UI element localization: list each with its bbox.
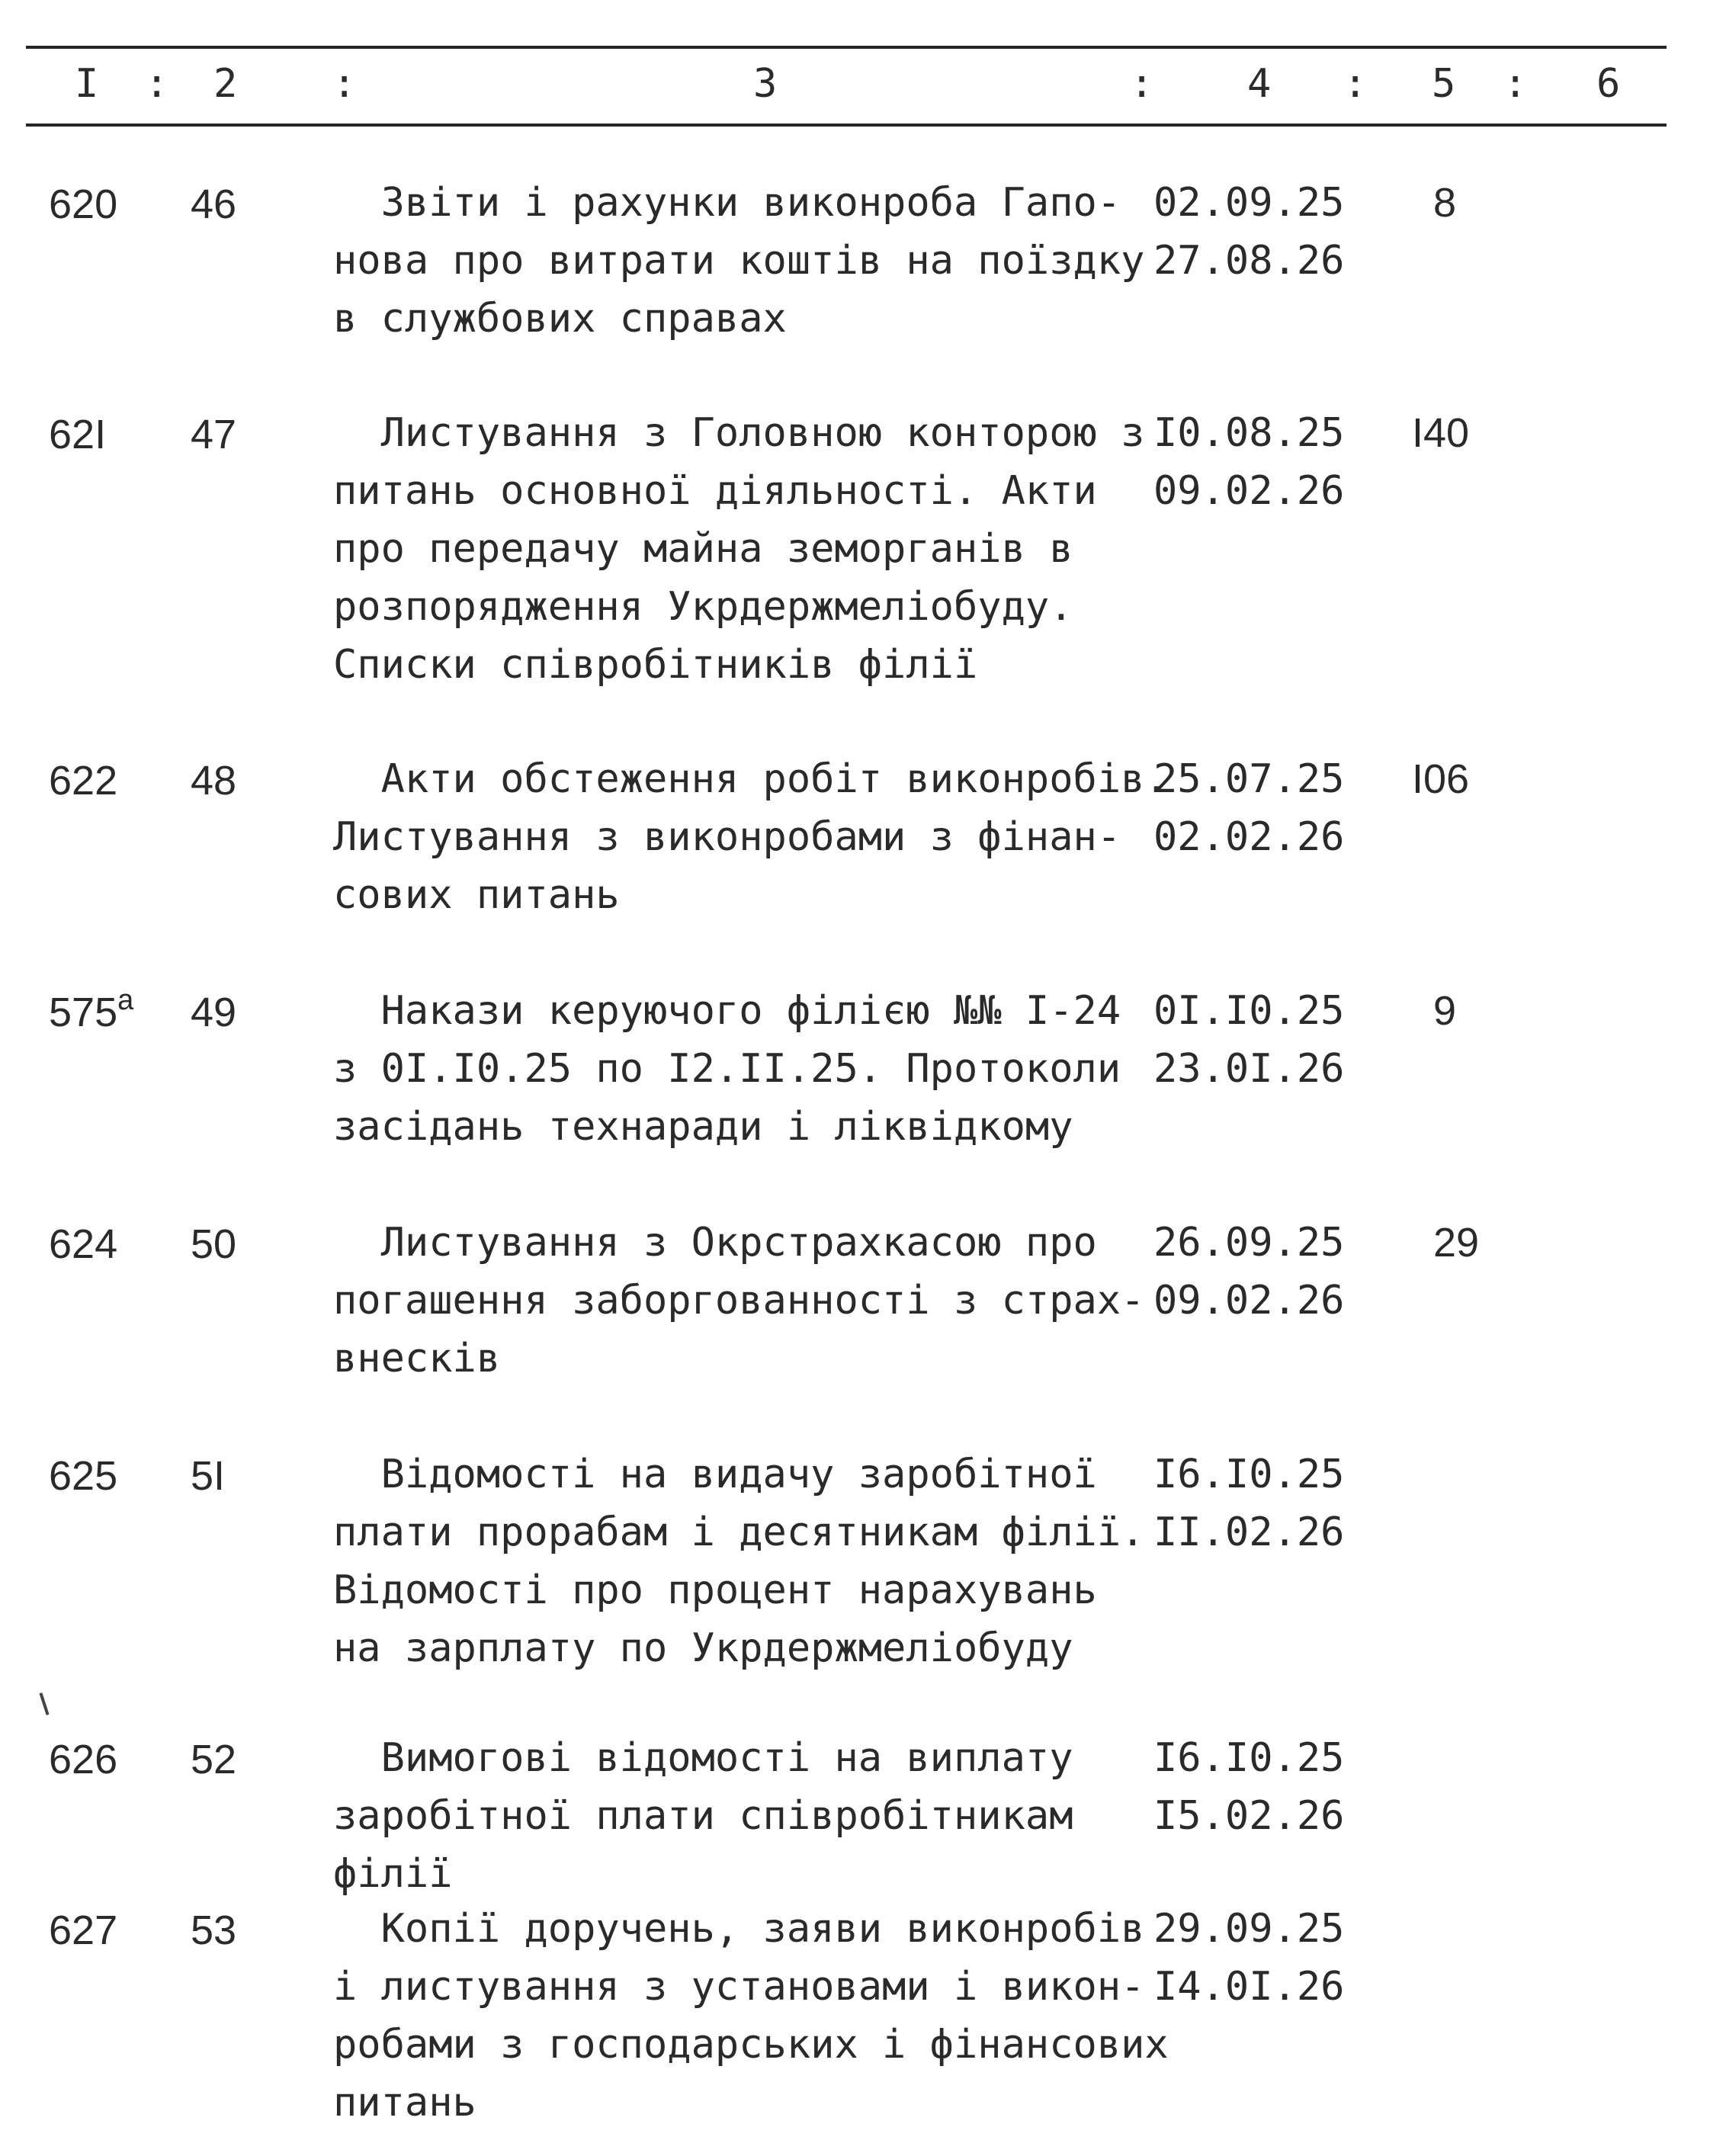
file-number: 5I [191,1453,226,1499]
file-number: 46 [191,181,237,227]
date-start: 26.09.25 [1153,1220,1345,1266]
date-start: I0.08.25 [1153,410,1345,456]
description-line: Акти обстеження робіт виконробів. [333,756,1169,802]
header-separator: : [1130,61,1154,107]
description-line: Списки співробітників філії [333,642,978,688]
header-separator: : [1343,61,1368,107]
date-end: II.02.26 [1153,1510,1345,1555]
description-line: Листування з Окрстрахкасою про [333,1220,1097,1266]
date-end: I4.0I.26 [1153,1964,1345,2010]
description-line: внесків [333,1336,501,1381]
file-number: 53 [191,1907,237,1953]
sheet-count: I06 [1412,756,1470,802]
file-number: 48 [191,758,237,804]
date-end: I5.02.26 [1153,1793,1345,1839]
date-end: 09.02.26 [1153,468,1345,514]
header-col-6: 6 [1596,61,1621,107]
row-number-superscript: a [117,984,134,1016]
date-end: 02.02.26 [1153,814,1345,860]
description-line: в службових справах [333,296,787,342]
description-line: плати прорабам і десятникам філії. [333,1510,1145,1555]
description-line: розпорядження Укрдержмеліобуду. [333,584,1073,630]
row-number: 62I [49,412,107,457]
date-end: 27.08.26 [1153,238,1345,284]
header-separator: : [145,61,169,107]
row-number: 626 [49,1737,118,1782]
header-col-2: 2 [213,61,238,107]
header-col-4: 4 [1247,61,1272,107]
row-number: 622 [49,758,118,804]
description-line: Звіти і рахунки виконроба Гапо- [333,180,1121,226]
header-top-rule [26,46,1667,49]
header-col-5: 5 [1432,61,1456,107]
date-end: 23.0I.26 [1153,1046,1345,1092]
description-line: Відомості про процент нарахувань [333,1567,1097,1613]
row-number: 620 [49,181,118,227]
description-line: погашення заборгованності з страх- [333,1278,1145,1323]
file-number: 49 [191,990,237,1035]
description-line: Вимогові відомості на виплату [333,1735,1073,1781]
description-line: засідань технаради і ліквідкому [333,1104,1073,1150]
date-start: 25.07.25 [1153,756,1345,802]
file-number: 52 [191,1737,237,1782]
date-start: 02.09.25 [1153,180,1345,226]
header-separator: : [1503,61,1528,107]
header-col-1: I [75,61,99,107]
date-start: 0I.I0.25 [1153,988,1345,1034]
description-line: питань [333,2080,476,2126]
description-line: на зарплату по Укрдержмеліобуду [333,1625,1073,1671]
description-line: заробітної плати співробітникам [333,1793,1073,1839]
row-number: 627 [49,1907,118,1953]
description-line: питань основної діяльності. Акти [333,468,1097,514]
row-number: 625 [49,1453,118,1499]
row-number: 624 [49,1221,118,1267]
row-number-main: 575 [49,990,118,1035]
description-line: філії [333,1851,453,1897]
sheet-count: 29 [1433,1220,1480,1266]
description-line: Листування з виконробами з фінан- [333,814,1121,860]
description-line: про передачу майна земорганів в [333,526,1073,572]
description-line: нова про витрати коштів на поїздку [333,238,1145,284]
description-line: і листування з установами і викон- [333,1964,1145,2010]
row-number [49,983,133,1041]
sheet-count: I40 [1412,410,1470,456]
pencil-mark [39,1692,49,1715]
description-line: з 0I.I0.25 по I2.II.25. Протоколи [333,1046,1121,1092]
sheet-count: 9 [1433,988,1457,1034]
description-line: Листування з Головною конторою з [333,410,1145,456]
sheet-count: 8 [1433,180,1457,226]
header-bottom-rule [26,124,1667,127]
description-line: сових питань [333,872,620,918]
description-line: Копії доручень, заяви виконробів [333,1906,1145,1952]
description-line: робами з господарських і фінансових [333,2022,1169,2068]
date-start: I6.I0.25 [1153,1735,1345,1781]
file-number: 50 [191,1221,237,1267]
header-col-3: 3 [753,61,778,107]
description-line: Відомості на видачу заробітної [333,1452,1097,1497]
description-line: Накази керуючого філією №№ I-24 [333,988,1121,1034]
date-end: 09.02.26 [1153,1278,1345,1323]
date-start: 29.09.25 [1153,1906,1345,1952]
header-separator: : [332,61,357,107]
file-number: 47 [191,412,237,457]
date-start: I6.I0.25 [1153,1452,1345,1497]
